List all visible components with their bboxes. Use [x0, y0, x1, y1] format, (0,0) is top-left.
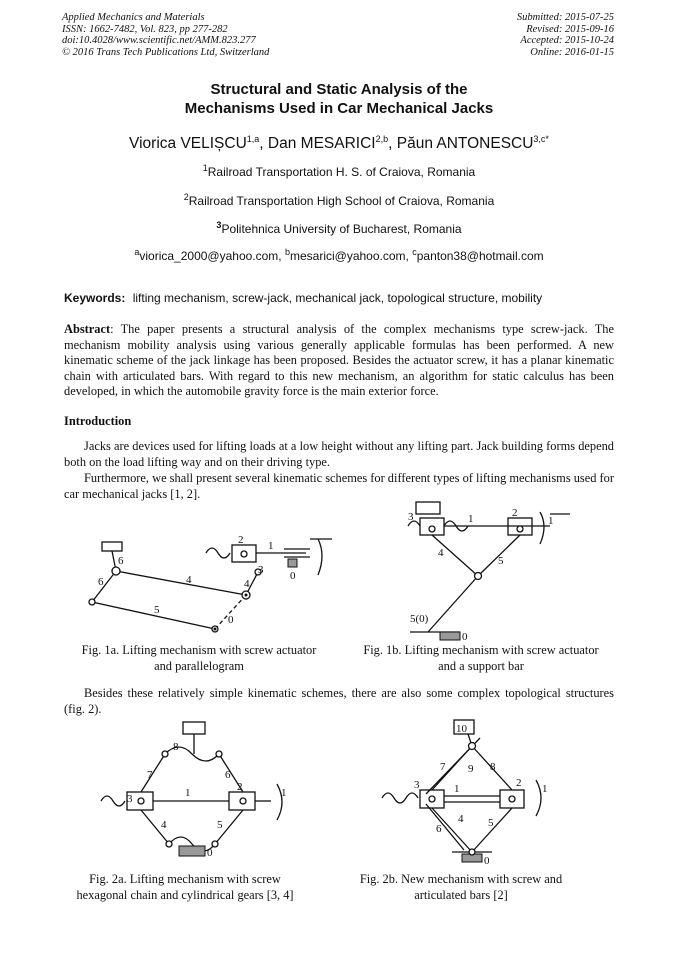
caption-line: hexagonal chain and cylindrical gears [3, 4]: [76, 887, 294, 902]
email: mesarici@yahoo.com,: [289, 249, 413, 263]
label: 2: [512, 507, 518, 519]
author-sup: 1,a: [246, 134, 260, 144]
caption-line: Fig. 1b. Lifting mechanism with screw actuator: [363, 643, 599, 657]
label: 2: [237, 781, 243, 793]
email-list: [0, 247, 678, 263]
label: 0: [462, 631, 468, 643]
email: panton38@hotmail.com: [416, 249, 544, 263]
figure-1a-caption: [64, 643, 334, 674]
title-line-2: Mechanisms Used in Car Mechanical Jacks: [184, 100, 494, 117]
label: 5(0): [410, 613, 429, 625]
label: 4: [161, 819, 167, 831]
author-sep: ,: [388, 135, 397, 153]
email: viorica_2000@yahoo.com,: [139, 249, 285, 263]
caption-line: Fig. 2b. New mechanism with screw and: [359, 872, 563, 886]
affiliation-3: [0, 220, 678, 236]
label: 6: [118, 555, 124, 567]
label: 6: [225, 769, 231, 781]
label: 6: [436, 823, 442, 835]
figure-2b-caption: [336, 872, 586, 903]
accepted-date: Accepted: 2015-10-24: [520, 35, 614, 47]
label: 1: [281, 787, 287, 799]
label: 4: [186, 574, 192, 586]
label: 1: [268, 540, 274, 552]
label: 1: [185, 787, 191, 799]
label: 8: [173, 741, 179, 753]
doi: doi:10.4028/www.scientific.net/AMM.823.277: [62, 35, 256, 47]
caption-line: Fig. 2a. Lifting mechanism with screw: [89, 872, 281, 886]
caption-line: and a support bar: [438, 658, 524, 673]
label: 6: [98, 576, 104, 588]
label: 3: [127, 793, 133, 805]
label: 0: [484, 855, 490, 866]
label: 0: [290, 570, 296, 582]
affiliation-sup: 1: [202, 163, 208, 173]
online-date: Online: 2016-01-15: [530, 46, 614, 58]
journal-info: [62, 12, 269, 58]
issn: ISSN: 1662-7482, Vol. 823, pp 277-282: [62, 23, 228, 35]
keywords-text: lifting mechanism, screw-jack, mechanical jack, topological structure, mobility: [132, 291, 543, 305]
author-sup: 3,c*: [533, 134, 549, 144]
caption-line: and parallelogram: [154, 658, 244, 673]
label: 3: [414, 779, 420, 791]
label: 2: [238, 534, 244, 546]
figure-1a-diagram: [70, 505, 350, 643]
label: 5: [217, 819, 223, 831]
author-sep: ,: [259, 135, 268, 153]
title-line-1: Structural and Static Analysis of the: [210, 81, 468, 98]
author-sup: 2,b: [375, 134, 389, 144]
label: 0: [228, 614, 234, 626]
label: 1: [468, 513, 474, 525]
intro-paragraph-2: Furthermore, we shall present several kinematic schemes for different types of lifting mechanisms used for car mechanical jacks [1, 2].: [64, 471, 614, 501]
figure-2a-diagram: [95, 718, 305, 860]
label: 7: [440, 761, 446, 773]
label: 8: [490, 761, 496, 773]
label: 4: [438, 547, 444, 559]
affiliation-sup: 3: [216, 220, 222, 230]
figure-1b-caption: [346, 643, 616, 674]
label: 3: [408, 511, 414, 523]
label: 1: [542, 783, 548, 795]
section-heading: Introduction: [64, 414, 132, 428]
revised-date: Revised: 2015-09-16: [526, 23, 614, 35]
author-name: Păun ANTONESCU: [396, 135, 534, 153]
label: 5: [498, 555, 504, 567]
label: 7: [147, 769, 153, 781]
label: 5: [154, 604, 160, 616]
intro-paragraph-3: Besides these relatively simple kinematic schemes, there are also some complex topological structures (fig. 2).: [64, 686, 614, 716]
affiliation-text: Politehnica University of Bucharest, Romania: [221, 222, 462, 236]
keywords: [64, 291, 616, 305]
email-sup: a: [134, 247, 140, 257]
author-name: Viorica VELIȘCU: [129, 135, 247, 153]
email-sup: c: [412, 247, 417, 257]
author-name: Dan MESARICI: [267, 135, 376, 153]
abstract: [64, 322, 614, 400]
dates-info: [517, 12, 614, 58]
caption-line: Fig. 1a. Lifting mechanism with screw actuator: [81, 643, 317, 657]
label: 4: [244, 578, 250, 590]
abstract-text: : The paper presents a structural analysis of the complex mechanisms type screw-jack. The mechanism mobility analysis using various generally applicable formulas has been performed. A new kinematic scheme of the jack linkage has been proposed. Besides the actuator screw, it has a planar kinematic chain with articulated bars. With regard to this new mechanism, an algorithm for static calculus has been developed, in which the automobile gravity force is the main exterior force.: [64, 322, 614, 399]
email-sup: b: [284, 247, 290, 257]
label: 9: [468, 763, 474, 775]
intro-paragraph-1: Jacks are devices used for lifting loads at a low height without any lifting part. Jack building forms depend both on the load lifting way and on their driving type.: [64, 439, 614, 469]
keywords-label: Keywords:: [64, 291, 126, 305]
copyright: © 2016 Trans Tech Publications Ltd, Switzerland: [62, 46, 270, 58]
label: 10: [456, 723, 467, 735]
abstract-label: Abstract: [64, 322, 111, 336]
affiliation-text: Railroad Transportation High School of Craiova, Romania: [188, 194, 495, 208]
affiliation-sup: 2: [183, 192, 189, 202]
paper-title: [0, 80, 678, 118]
figure-1b-diagram: [380, 494, 580, 644]
label: 2: [516, 777, 522, 789]
affiliation-1: [0, 163, 678, 179]
journal-name: Applied Mechanics and Materials: [62, 12, 205, 23]
label: 4: [458, 813, 464, 825]
label: 1: [454, 783, 460, 795]
figure-2b-diagram: [380, 714, 570, 866]
label: 0: [207, 847, 213, 859]
label: 1: [548, 515, 554, 527]
author-list: [0, 134, 678, 153]
caption-line: articulated bars [2]: [414, 887, 508, 902]
label: 3: [258, 564, 264, 576]
affiliation-2: [0, 192, 678, 208]
figure-2a-caption: [60, 872, 310, 903]
submitted-date: Submitted: 2015-07-25: [516, 12, 614, 23]
label: 5: [488, 817, 494, 829]
affiliation-text: Railroad Transportation H. S. of Craiova, Romania: [207, 165, 476, 179]
